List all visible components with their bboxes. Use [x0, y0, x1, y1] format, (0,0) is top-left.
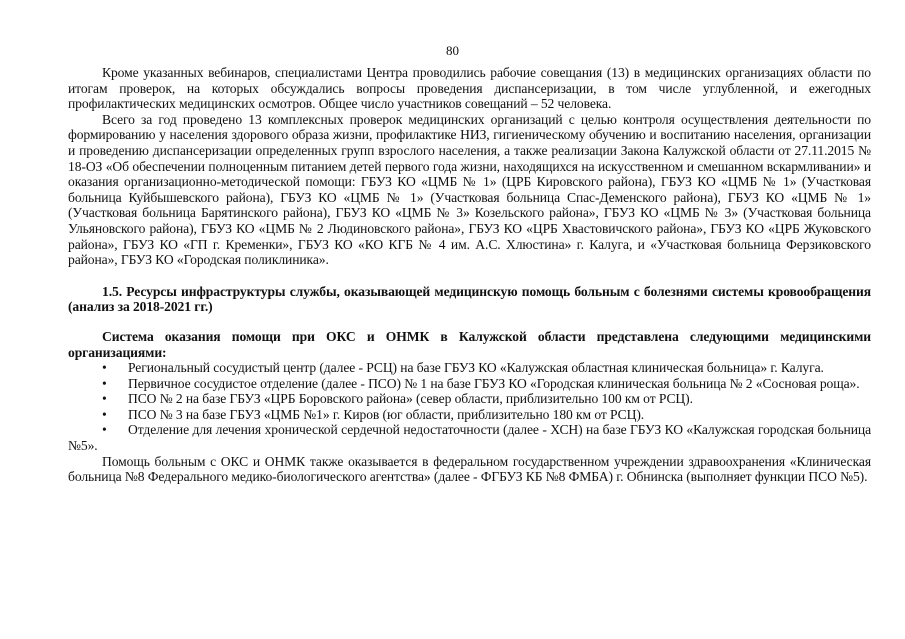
section-heading: 1.5. Ресурсы инфраструктуры службы, оказывающей медицинскую помощь больным с болезнями системы кровообращения (анализ за 2018-2021 гг.): [68, 283, 871, 315]
bullet-icon: •: [102, 360, 107, 376]
page-content: [68, 65, 871, 485]
list-item-text: ПСО № 3 на базе ГБУЗ «ЦМБ №1» г. Киров (юг области, приблизительно 180 км от РСЦ).: [128, 406, 645, 422]
list-item-text: Отделение для лечения хронической сердечной недостаточности (далее - ХСН) на базе ГБУЗ КО «Калужская городская больница №5».: [68, 422, 871, 454]
list-item: [68, 407, 871, 423]
paragraph-webinars: Кроме указанных вебинаров, специалистами Центра проводились рабочие совещания (13) в медицинских организациях области по итогам проверок, на которых обсуждались вопросы проведения диспансеризации, в том числе углубленной, и ежегодных профилактических медицинских осмотров. Общее число участников совещаний – 52 человека.: [68, 65, 871, 112]
page-number: 80: [446, 43, 459, 58]
list-item: [68, 422, 871, 453]
list-item-text: Первичное сосудистое отделение (далее - ПСО) № 1 на базе ГБУЗ КО «Городская клиническая больница № 2 «Сосновая роща».: [128, 375, 860, 391]
list-item-text: Региональный сосудистый центр (далее - РСЦ) на базе ГБУЗ КО «Калужская областная клиническая больница» г. Калуга.: [128, 360, 824, 376]
paragraph-system-intro: Система оказания помощи при ОКС и ОНМК в Калужской области представлена следующими медицинскими организациями:: [68, 328, 871, 360]
bullet-icon: •: [102, 391, 107, 407]
bullet-icon: •: [102, 375, 107, 391]
paragraph-federal-hospital: Помощь больным с ОКС и ОНМК также оказывается в федеральном государственном учреждении здравоохранения «Клиническая больница №8 Федерального медико-биологического агентства» (далее - ФГБУЗ КБ №8 ФМБА) г. Обнинска (выполняет функции ПСО №5).: [68, 453, 871, 485]
list-item: [68, 391, 871, 407]
list-item-text: ПСО № 2 на базе ГБУЗ «ЦРБ Боровского района» (север области, приблизительно 100 км от РСЦ).: [128, 391, 693, 407]
bullet-icon: •: [102, 422, 107, 438]
paragraph-inspections: Всего за год проведено 13 комплексных проверок медицинских организаций с целью контроля осуществления деятельности по формированию у населения здорового образа жизни, профилактике НИЗ, гигиеническому обучению и воспитанию населения, организации и проведению диспансеризации определенных групп взрослого населения, а также реализации Закона Калужской области от 27.11.2015 № 18-ОЗ «Об обеспечении полноценным питанием детей первого года жизни, находящихся на искусственном и смешанном вскармливании» и оказания организационно-методической помощи: ГБУЗ КО «ЦМБ № 1» (ЦРБ Кировского района), ГБУЗ КО «ЦМБ № 1» (Участковая больница Куйбышевского района), ГБУЗ КО «ЦМБ № 1» (Участковая больница Спас-Деменского района), ГБУЗ КО «ЦМБ № 1» (Участковая больница Барятинского района), ГБУЗ КО «ЦМБ № 3» Козельского района», ГБУЗ КО «ЦМБ № 3» (Участковая больница Ульяновского района), ГБУЗ КО «ЦМБ № 2 Людиновского района», ГБУЗ КО «ЦРБ Хвастовичского района», ГБУЗ КО «ЦРБ Жуковского района», ГБУЗ КО «ГП г. Кременки», ГБУЗ КО «КО КГБ № 4 им. А.С. Хлюстина» г. Калуга, и «Участковая больница Ферзиковского района», ГБУЗ КО «Городская поликлиника».: [68, 111, 871, 268]
list-item: [68, 360, 871, 376]
list-item: [68, 376, 871, 392]
bullet-icon: •: [102, 406, 107, 422]
